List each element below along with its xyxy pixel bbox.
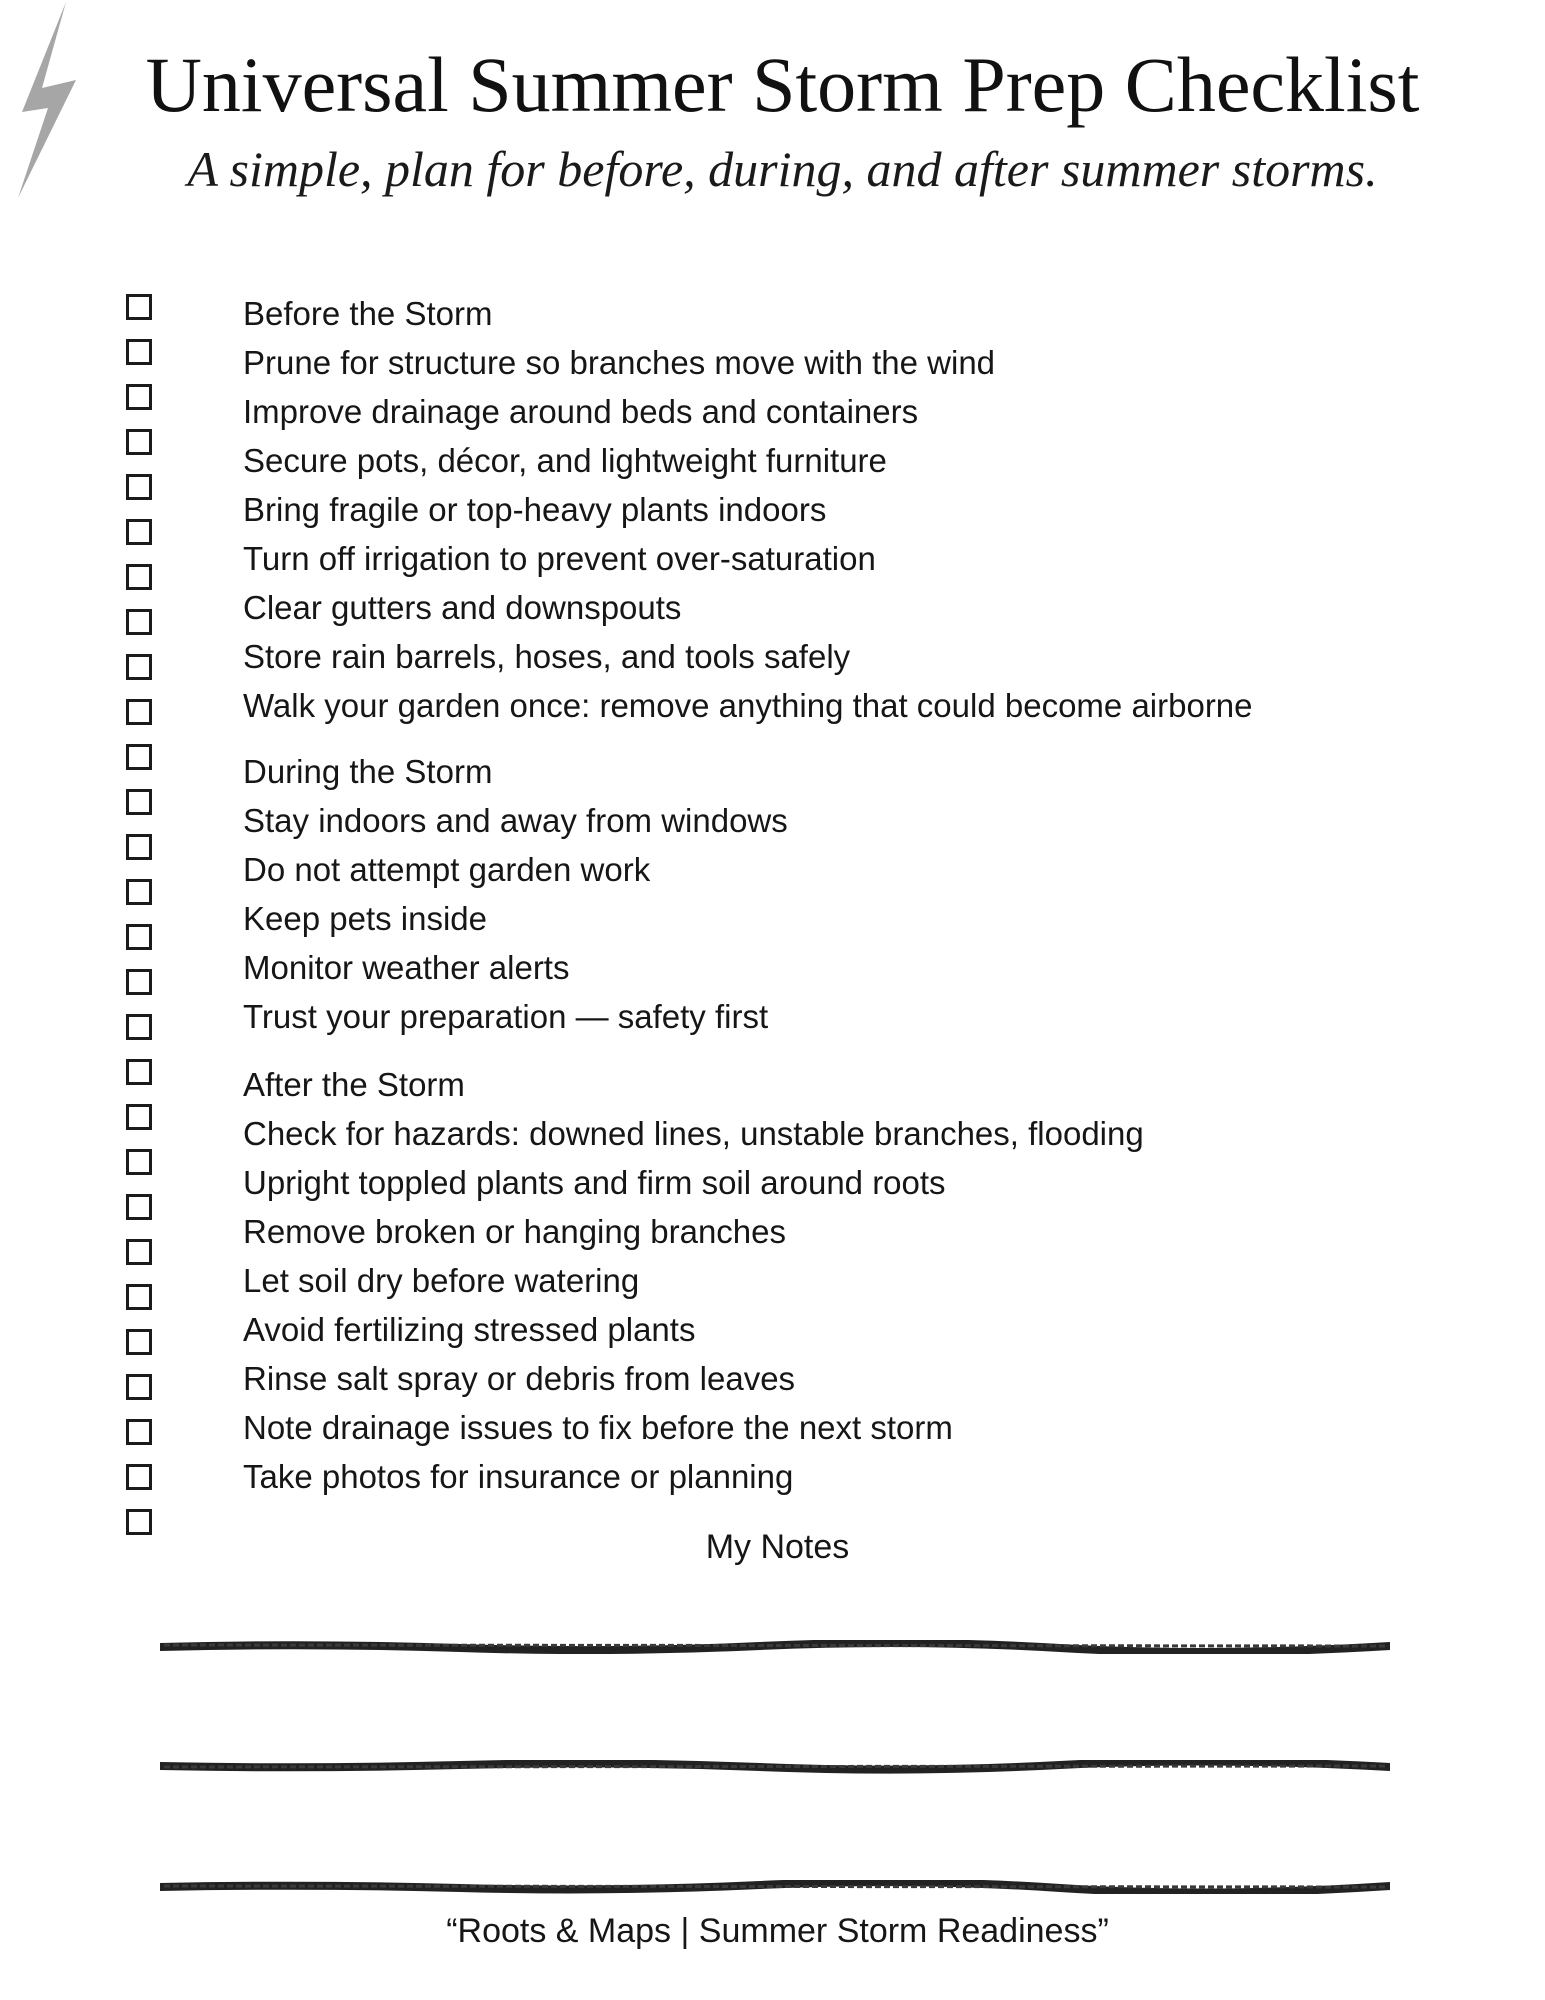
notes-line[interactable] — [160, 1760, 1390, 1774]
checkbox[interactable] — [126, 1284, 152, 1310]
checklist-item: Monitor weather alerts — [243, 949, 570, 986]
checklist-item: Turn off irrigation to prevent over-saturation — [243, 540, 876, 577]
page-title: Universal Summer Storm Prep Checklist — [145, 41, 1420, 128]
checkbox[interactable] — [126, 294, 152, 320]
checkbox[interactable] — [126, 564, 152, 590]
checkbox[interactable] — [126, 834, 152, 860]
checklist-item: Upright toppled plants and firm soil around roots — [243, 1164, 946, 1201]
checklist-item: Prune for structure so branches move with the wind — [243, 344, 996, 381]
page-subtitle: A simple, plan for before, during, and after summer storms. — [187, 141, 1378, 197]
checklist-item: Keep pets inside — [243, 900, 488, 937]
checkbox[interactable] — [126, 519, 152, 545]
checklist-item: Take photos for insurance or planning — [243, 1458, 794, 1495]
checkbox[interactable] — [126, 609, 152, 635]
checkbox[interactable] — [126, 654, 152, 680]
checklist-item: Rinse salt spray or debris from leaves — [243, 1360, 796, 1397]
checkbox[interactable] — [126, 744, 152, 770]
checkbox[interactable] — [126, 339, 152, 365]
checklist-item: Trust your preparation — safety first — [243, 998, 769, 1035]
checkbox[interactable] — [126, 699, 152, 725]
checklist-item: Secure pots, décor, and lightweight furniture — [243, 442, 887, 479]
checkbox[interactable] — [126, 1149, 152, 1175]
checkbox[interactable] — [126, 1464, 152, 1490]
checklist-item: Check for hazards: downed lines, unstable branches, flooding — [243, 1115, 1144, 1152]
checkbox[interactable] — [126, 924, 152, 950]
checklist-item: Bring fragile or top-heavy plants indoors — [243, 491, 827, 528]
checklist-item: Avoid fertilizing stressed plants — [243, 1311, 696, 1348]
checklist-item: Clear gutters and downspouts — [243, 589, 682, 626]
section-heading-before: Before the Storm — [243, 295, 493, 332]
checkbox[interactable] — [126, 969, 152, 995]
checkbox[interactable] — [126, 1194, 152, 1220]
checkbox[interactable] — [126, 1239, 152, 1265]
checkbox[interactable] — [126, 1059, 152, 1085]
checkbox[interactable] — [126, 1329, 152, 1355]
checkbox[interactable] — [126, 384, 152, 410]
notes-heading: My Notes — [705, 1528, 850, 1566]
checklist-item: Store rain barrels, hoses, and tools safely — [243, 638, 851, 675]
checklist-item: Remove broken or hanging branches — [243, 1213, 787, 1250]
section-heading-during: During the Storm — [243, 753, 493, 790]
checkbox[interactable] — [126, 474, 152, 500]
checkbox[interactable] — [126, 789, 152, 815]
checklist-item: Walk your garden once: remove anything that could become airborne — [243, 687, 1253, 724]
section-heading-after: After the Storm — [243, 1066, 465, 1103]
checkbox[interactable] — [126, 1374, 152, 1400]
checkbox[interactable] — [126, 1104, 152, 1130]
notes-line[interactable] — [160, 1640, 1390, 1654]
checkbox[interactable] — [126, 429, 152, 455]
checklist-item: Stay indoors and away from windows — [243, 802, 788, 839]
checklist-item: Improve drainage around beds and containers — [243, 393, 919, 430]
footer-text: “Roots & Maps | Summer Storm Readiness” — [446, 1912, 1109, 1950]
checkbox[interactable] — [126, 1014, 152, 1040]
checklist-item: Note drainage issues to fix before the next storm — [243, 1409, 953, 1446]
checklist-item: Let soil dry before watering — [243, 1262, 640, 1299]
notes-line[interactable] — [160, 1880, 1390, 1894]
checkbox[interactable] — [126, 879, 152, 905]
checklist-item: Do not attempt garden work — [243, 851, 651, 888]
checkbox[interactable] — [126, 1419, 152, 1445]
